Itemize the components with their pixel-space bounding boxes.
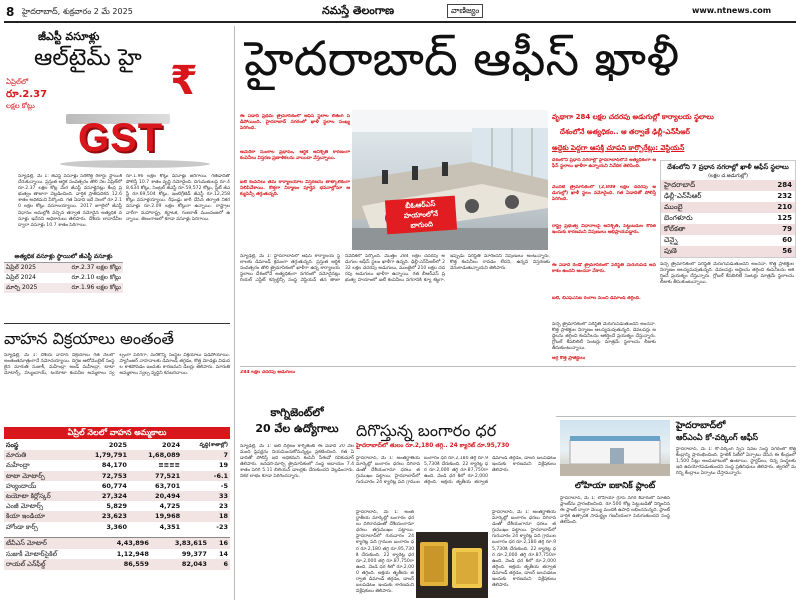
cell: 3,83,615 [174, 539, 207, 547]
brand-name: నమస్తే తెలంగాణ [322, 4, 395, 17]
cell: టీవీఎస్ మోటార్ [6, 539, 47, 547]
highlight-caption: 284 లక్షల చదరపు అడుగులు [240, 370, 296, 375]
vacancy-row [661, 213, 795, 224]
cell: -5 [220, 481, 228, 490]
gst-row-value: రూ.2.10 లక్షల కోట్లు [71, 274, 121, 281]
vacancy-row [661, 180, 795, 191]
cell: 19 [218, 461, 228, 470]
table-row [4, 559, 230, 570]
office-col1-point: అమెరికా సుంకాల ప్రభావం, ఆర్థిక అనిశ్చితి కారణంగా కంపెనీలు విస్తరణ ప్రణాళికలను వాయిదా వేస్తున్నాయి. [240, 150, 350, 162]
gold-body: హైదరాబాద్, మే 1: అంతర్జాతీయ మార్కెట్లో బంగారం ధరలు దిగిరావడంతో దేశీయంగానూ ధరలు తగ్గుముఖం పట్టాయి. హైదరాబాద్‌లో గురువారం 24 క్యారెట్ల పది గ్రాముల బంగారం ధర రూ.2,180 తగ్గి రూ.95,730కి చేరుకుంది. 22 క్యారెట్ల ధర రూ.2,000 తగ్గి రూ.87,750గా ఉంది. వెండి ధర కిలో రూ.2,000 తగ్గింది. అక్షయ తృతీయ తర్వాత డిమాండ్ తగ్గడం, డాలర్ బలపడటం ఇందుకు కారణమని విశ్లేషకులు తెలిపారు. [356, 456, 556, 486]
cell: 99,377 [181, 549, 207, 558]
gold-kicker: హైదరాబాద్‌లో తులం రూ.2,180 తగ్గి.. 24 క్యారెట్ రూ.95,730 [356, 443, 510, 449]
cell: 27,324 [101, 492, 127, 501]
cell: 4,725 [159, 502, 181, 511]
gst-row-month: ఏప్రిల్ 2024 [6, 274, 36, 281]
office-right-subhead: అగ్ర కొత్త ప్రాజెక్టులు [552, 356, 586, 361]
coworking-headline-1: హైదరాబాద్‌లో [676, 421, 726, 431]
vehicle-headline: వాహన విక్రయాలు అంతంతే [4, 329, 174, 348]
table-row [4, 538, 230, 549]
gst-base-shadow [60, 160, 210, 168]
gst-side-amount: రూ.2.37 [6, 89, 48, 100]
cell: 20,494 [155, 492, 181, 501]
vacancy-value: 210 [777, 203, 792, 211]
section-rule [556, 416, 796, 417]
cognizant-headline-2: 20 వేల ఉద్యోగాలు [255, 422, 339, 435]
gold-body-right: హైదరాబాద్, మే 1: అంతర్జాతీయ మార్కెట్లో బంగారం ధరలు దిగిరావడంతో దేశీయంగానూ ధరలు తగ్గుముఖం పట్టాయి. హైదరాబాద్‌లో గురువారం 24 క్యారెట్ల పది గ్రాముల బంగారం ధర రూ.2,180 తగ్గి రూ.95,730కి చేరుకుంది. 22 క్యారెట్ల ధర రూ.2,000 తగ్గి రూ.87,750గా ఉంది. వెండి ధర కిలో రూ.2,000 తగ్గింది. అక్షయ తృతీయ తర్వాత డిమాండ్ తగ్గడం, డాలర్ బలపడటం ఇందుకు కారణమని విశ్లేషకులు తెలిపారు. [492, 510, 556, 589]
vacancy-value: 60 [782, 236, 792, 244]
cell: 1,68,089 [148, 451, 181, 460]
col-header: సంస్థ [6, 441, 19, 449]
table-row [4, 450, 230, 460]
cell: 1,12,948 [116, 549, 149, 558]
plant-photo [560, 420, 670, 476]
cell: 7 [223, 451, 228, 460]
gst-headline: ఆల్‌టైమ్ హై [34, 45, 142, 71]
cognizant-story [240, 370, 354, 600]
city: చెన్నై [664, 236, 678, 244]
vehicle-table-title: ఏప్రిల్ నెలలో వాహన అమ్మకాలు [4, 427, 230, 439]
section-rule [240, 366, 796, 367]
bullet-item: రాష్ట్ర ప్రభుత్వ విధానాలపై అనిశ్చితి, పెట్టుబడుల కొరత ఇందుకు కారణమని నిపుణులు అభిప్రాయపడ్డారు. [552, 224, 656, 236]
vehicle-table-header [4, 440, 230, 450]
cell: 63,701 [155, 481, 181, 490]
city: హైదరాబాద్ [664, 181, 696, 189]
office-kicker-1: వృథాగా 284 లక్షల చదరపు అడుగుల్లో కార్యాలయ స్థలాలు [552, 113, 714, 121]
cell: మహీంద్రా [6, 461, 30, 470]
office-right-body: వచ్చే త్రైమాసికంలో పరిస్థితి మెరుగుపడుతుందని అంచనా. కొత్త ప్రాజెక్టుల నిర్మాణం ఆలస్యమవుతున్నది. డెవలపర్లు అద్దెలను తగ్గించి కంపెనీలను ఆకర్షించే ప్రయత్నం చేస్తున్నారు. గ్లోబల్ కేపబిలిటీ సెంటర్లు మాత్రమే స్థలాలను లీజుకు తీసుకుంటున్నాయి. [660, 262, 794, 286]
cell: -23 [216, 522, 228, 531]
office-bullets [552, 158, 656, 318]
vacancy-row [661, 224, 795, 235]
cognizant-body: న్యూఢిల్లీ, మే 1: ఐటీ దిగ్గజం కాగ్నిజెంట్ ఈ ఏడాది 20 వేల మంది ఫ్రెషర్లను నియమించుకోనున్నట్లు ప్రకటించింది. గత ఏడాదితో పోలిస్తే ఇది అధికమని కంపెనీ సీఈవో రవికుమార్ తెలిపారు. జనవరి-మార్చి త్రైమాసికంలో సంస్థ ఆదాయం 7.4 శాతం పెరిగి 5.11 బిలియన్ డాలర్లకు చేరుకుందని వెల్లడించారు. నికర లాభం కూడా పెరిగిందన్నారు. [240, 444, 354, 480]
table-row [4, 491, 230, 501]
cell: 82,043 [181, 560, 207, 568]
gst-story [4, 26, 230, 317]
gst-side-label [6, 78, 56, 112]
col-header: వృద్ధి(శాతాల్లో) [199, 442, 228, 448]
office-main-body: న్యూఢిల్లీ, మే 1: హైదరాబాద్‌లో ఆఫీస్ కార్యాలయ స్థలాలకు డిమాండ్ క్రమంగా తగ్గుతున్నది. ప్రస్తుత ఆర్థిక సంవత్సరం తొలి త్రైమాసికంలో ఖాళీగా ఉన్న కార్యాలయ స్థలాలు దేశంలోనే అత్యధికంగా నగరంలో నమోదైనట్లు రియల్ ఎస్టేట్ కన్సల్టెన్సీ సంస్థ వెస్టియన్ తన తాజా నివేదికలో పేర్కొంది. మొత్తం 284 లక్షల చదరపు అడుగుల ఆఫీస్ స్థలం ఖాళీగా ఉన్నది. ఢిల్లీ-ఎన్‌సీఆర్‌లో 232 లక్షల చదరపు అడుగులు, ముంబైలో 210 లక్షల చదరపు అడుగులు ఖాళీగా ఉన్నాయి. గత బీఆర్‌ఎస్ ప్రభుత్వ హయాంలో ఐటీ కంపెనీలు నగరానికి క్యూ కట్టగా, ఇప్పుడు పరిస్థితి మారిందని నిపుణులు అంటున్నారు. కొత్త కంపెనీలు రావడం లేదని, ఉన్నవి విస్తరణకు వెనుకాడుతున్నాయని తెలిపారు. [240, 254, 550, 284]
cell: 86,559 [123, 560, 149, 568]
vacancy-row [661, 235, 795, 246]
cell: 77,521 [155, 471, 181, 480]
photo-tag-line: హయాంలోనే [403, 209, 439, 221]
dateline: హైదరాబాద్, శుక్రవారం 2 మే 2025 [22, 7, 133, 16]
gst-row-value: రూ.2.37 లక్షల కోట్లు [71, 264, 121, 271]
coworking-story [676, 420, 796, 600]
cell: 14 [218, 549, 228, 558]
cell: మారుతి [6, 451, 27, 460]
gst-table-title: అత్యధిక వసూళ్లు స్థాయిలో జీఎస్టీ వసూళ్లు [4, 253, 123, 263]
gst-row-value: రూ.1.96 లక్షల కోట్లు [71, 284, 121, 291]
office-photo [352, 110, 548, 250]
bullet-item: ఐటీ, బీఎఫ్‌ఎస్‌ఐ రంగాల నుంచి డిమాండ్ తగ్గింది. [552, 296, 641, 301]
coworking-headline-2: ఆర్‌ఎంఏ కో-వర్కింగ్ ఆఫీస్ [676, 433, 759, 442]
gst-table [4, 253, 123, 293]
vehicle-story [4, 323, 230, 601]
page-number: 8 [6, 5, 15, 19]
city: పుణె [664, 247, 677, 255]
gold-story [356, 420, 556, 600]
lohia-body: హైదరాబాద్, మే 1: లోహియా గ్రూప్ నగర శివారులో నూతన ప్లాంట్‌ను ప్రారంభించింది. రూ.500 కోట్ల పెట్టుబడితో నిర్మించిన ఈ ప్లాంట్ ద్వారా వెయ్యి మందికి ఉపాధి లభించనున్నది. ప్లాంట్ వార్షిక ఉత్పాదక సామర్థ్యం గణనీయంగా పెరుగుతుందని సంస్థ తెలిపింది. [560, 496, 670, 526]
factory-illustration [560, 420, 670, 476]
lohia-headline: లోహియా ఐకానిక్ ప్లాంట్ [574, 481, 656, 491]
column-divider [234, 26, 235, 600]
vacancy-value: 125 [777, 214, 792, 222]
cell: టాటా మోటార్స్ [6, 471, 45, 480]
cell: 23 [218, 502, 228, 511]
city: కోల్‌కతా [664, 225, 686, 233]
two-wheeler-table [4, 537, 230, 570]
gst-side-unit: లక్షల కోట్లు [6, 102, 35, 110]
coworking-body: హైదరాబాద్, మే 1: కో-వర్కింగ్ స్పేస్ సేవల సంస్థ నగరంలో కొత్త కేంద్రాన్ని ప్రారంభించింది. హైటెక్ సిటీలో ఏర్పాటు చేసిన ఈ కేంద్రంలో 1,500 సీట్లు అందుబాటులో ఉంటాయి. స్టార్టప్‌లు, చిన్న సంస్థలకు ఇది ఉపయోగపడుతుందని సంస్థ ప్రతినిధులు తెలిపారు. త్వరలో మరిన్ని కేంద్రాలు ఏర్పాటు చేస్తామన్నారు. [676, 447, 796, 477]
office-headline: హైదరాబాద్ ఆఫీస్ ఖాళీ [244, 31, 680, 87]
office-continued: వచ్చే త్రైమాసికంలో పరిస్థితి మెరుగుపడుతుందని అంచనా. కొత్త ప్రాజెక్టుల నిర్మాణం ఆలస్యమవుతున్నది. డెవలపర్లు అద్దెలను తగ్గించి కంపెనీలను ఆకర్షించే ప్రయత్నం చేస్తున్నారు. గ్లోబల్ కేపబిలిటీ సెంటర్లు మాత్రమే స్థలాలను లీజుకు తీసుకుంటున్నాయి. [552, 322, 656, 352]
vacancy-row [661, 191, 795, 202]
office-kicker-3: అద్దెకు పెద్దగా ఆసక్తి చూపని కార్పొరేట్లు: వెస్టియన్ [552, 144, 685, 152]
office-kicker-2: దేశంలోనే అత్యధికం.. ఆ తర్వాతే ఢిల్లీ-ఎన్‌సీఆర్ [560, 128, 690, 136]
cell: కియా ఇండియా [6, 512, 45, 521]
vacancy-row [661, 246, 795, 257]
cell: 4,351 [159, 522, 181, 531]
section-rule [4, 323, 230, 324]
cell: 60,774 [101, 481, 127, 490]
cell: 6 [223, 560, 228, 568]
vacancy-value: 56 [782, 247, 792, 255]
cell: ఎంజీ మోటార్స్ [6, 502, 44, 511]
col-header: 2025 [108, 441, 127, 449]
vacancy-value: 232 [777, 192, 792, 200]
site-url: www.ntnews.com [692, 6, 772, 15]
gst-row-month: మార్చి 2025 [6, 284, 38, 291]
gst-logo: GST [78, 116, 164, 160]
photo-tag-line: బీఓఆర్‌ఎస్ [404, 199, 436, 211]
vacancy-value: 79 [782, 225, 792, 233]
vehicle-table [4, 440, 230, 532]
cognizant-headline-1: కాగ్నిజెంట్‌లో [270, 406, 324, 419]
office-col1-lead: ఈ ఏడాది ప్రథమ త్రైమాసికంలో ఆఫీస్ స్థలాల లీజింగ్ పడిపోయింది. హైదరాబాద్ నగరంలో ఖాళీ స్థలాల సంఖ్య పెరిగింది. [240, 114, 350, 132]
bullet-item: ఈ ఏడాది రెండో త్రైమాసికంలో పరిస్థితి మెరుగుపడే అవకాశం ఉందని అంచనా వేశారు. [552, 263, 656, 275]
gst-side-month: ఏప్రిల్‌లో [6, 78, 29, 86]
cell: 1,79,791 [94, 451, 127, 460]
gst-graphic [60, 58, 210, 168]
gst-kicker: జీఎస్టీ వసూళ్లు [38, 30, 100, 43]
gold-bar-icon [416, 532, 488, 598]
col-header: 2024 [162, 441, 181, 449]
cell: 84,170 [101, 461, 127, 470]
cell: హ్యుందాయ్ [6, 481, 37, 490]
gst-body-right: రూ.1.96 లక్షల కోట్లు వసూళ్లు జరిగాయి. గతేడాదితో పోలిస్తే 10.7 శాతం వృద్ధి నమోదైంది. దిగుమతులపై రూ.48,634 కోట్లు, సెంట్రల్ జీఎస్టీ రూ.59,572 కోట్లు, స్టేట్ జీఎస్టీ రూ.69,504 కోట్లు, ఇంటిగ్రేటెడ్ జీఎస్టీ రూ.12,258 కోట్లు వసూళ్లయ్యాయి. రీఫండ్లు జారీ చేసిన తర్వాత నికర వసూళ్లు రూ.2.09 లక్షల కోట్లుగా ఉన్నాయి. రాష్ట్రాల వారీగా మహారాష్ట్ర, కర్ణాటక, గుజరాత్ ముందంజలో ఉన్నాయి. తెలంగాణలో కూడా వసూళ్లు పెరిగాయి. [126, 174, 230, 222]
cell: రాయల్ ఎన్‌ఫీల్డ్ [6, 560, 46, 568]
cell: 16 [218, 539, 228, 547]
cell: 19,968 [155, 512, 181, 521]
table-row [4, 460, 230, 470]
vacancy-table [660, 160, 796, 258]
gst-row [4, 273, 123, 283]
table-row [4, 511, 230, 521]
gst-row [4, 263, 123, 273]
office-col1 [240, 114, 350, 250]
cell: 18 [218, 512, 228, 521]
table-row [4, 522, 230, 532]
cell: 3,360 [106, 522, 127, 531]
cell: 5,829 [106, 502, 127, 511]
city: ముంబై [664, 203, 683, 211]
gst-body-left: న్యూఢిల్లీ, మే 1: జీఎస్టీ వసూళ్లు సరికొత్త రికార్డు స్థాయికి చేరుకున్నాయి. ప్రస్తుత ఆర్థిక సంవత్సరం తొలి నెల ఏప్రిల్‌లో రూ.2.37 లక్షల కోట్ల మేర జీఎస్టీ వసూళ్లైనట్లు కేంద్ర ప్రభుత్వం తాజాగా వెల్లడించింది. వార్షిక ప్రాతిపదికన 12.6 శాతం అధికమని పేర్కొంది. గత ఏడాది ఇదే నెలలో రూ.2.10 లక్షల కోట్లు వసూలయ్యాయి. 2017 జూలైలో జీఎస్టీ విధానం అమల్లోకి వచ్చిన తర్వాత నమోదైన అత్యధిక వసూళ్లు ఇవేనని అధికారులు తెలిపారు. దేశీయ లావాదేవీల ద్వారా వసూళ్లు 10.7 శాతం పెరిగాయి. [18, 174, 122, 228]
vacancy-subtitle: (లక్షల చ.అడుగుల్లో) [708, 173, 748, 179]
section-badge: వాణిజ్యం [447, 4, 483, 18]
lohia-story [560, 420, 670, 600]
gold-body-left: హైదరాబాద్, మే 1: అంతర్జాతీయ మార్కెట్లో బంగారం ధరలు దిగిరావడంతో దేశీయంగానూ ధరలు తగ్గుముఖం పట్టాయి. హైదరాబాద్‌లో గురువారం 24 క్యారెట్ల పది గ్రాముల బంగారం ధర రూ.2,180 తగ్గి రూ.95,730కి చేరుకుంది. 22 క్యారెట్ల ధర రూ.2,000 తగ్గి రూ.87,750గా ఉంది. వెండి ధర కిలో రూ.2,000 తగ్గింది. అక్షయ తృతీయ తర్వాత డిమాండ్ తగ్గడం, డాలర్ బలపడటం ఇందుకు కారణమని విశ్లేషకులు తెలిపారు. [356, 510, 414, 595]
cell: 4,43,896 [116, 539, 149, 547]
cell: హోండా కార్స్ [6, 522, 38, 531]
photo-caption-badge [385, 196, 457, 235]
table-row [4, 549, 230, 560]
office-col1-point: ఐటీ కంపెనీలు తమ కార్యాలయాల విస్తరణను తాత్కాలికంగా నిలిపివేశాయి. కొత్తగా నిర్మాణం పూర్తైన భవనాల్లోనూ ఆక్యుపెన్సీ తగ్గుతున్నది. [240, 180, 350, 198]
cell: 33 [218, 492, 228, 501]
cell: 72,753 [101, 471, 127, 480]
vacancy-value: 284 [777, 181, 792, 189]
gst-row [4, 283, 123, 293]
table-row [4, 501, 230, 511]
cell: సుజుకీ మోటార్‌సైకిల్ [6, 549, 58, 558]
table-row [4, 471, 230, 481]
vacancy-title: దేశంలోని 7 ప్రధాన నగరాల్లో ఖాళీ ఆఫీస్ స్థలాలు [667, 163, 789, 171]
vehicle-body: న్యూఢిల్లీ, మే 1: దేశీయ వాహన విక్రయాలు గత నెలలో అంతంతమాత్రంగానే నమోదయ్యాయి. దిగ్గజ ఆటోమొబైల్ సంస్థలైన మారుతి సుజుకీ, మహీంద్రా అండ్ మహీంద్రా, టాటా మోటార్స్, హ్యుందాయ్, టయోటా కంపెనీల అమ్మకాలు స్వల్పంగా పెరగగా, మరికొన్ని సంస్థల విక్రయాలు పడిపోయాయి. ప్యాసింజర్ వాహనాలకు డిమాండ్ తగ్గడం, కొత్త మోడళ్లు విడుదల కాకపోవడం ఇందుకు కారణమని డీలర్లు తెలిపారు. మారుతి అమ్మకాలు స్వల్ప వృద్ధిని కనబరిచాయి. [4, 353, 230, 377]
city: ఢిల్లీ-ఎన్‌సీఆర్ [664, 192, 702, 200]
cell: ≡≡≡≡ [158, 461, 181, 470]
city: బెంగళూరు [664, 214, 693, 222]
masthead-rule [4, 21, 796, 23]
cell: 23,623 [101, 512, 127, 521]
bullet-item: మొదటి త్రైమాసికంలో (2,809 లక్షల చదరపు అడుగుల్లో) ఖాళీ స్థలం నమోదైంది. గత ఏడాదితో పోలిస్తే పెరిగింది. [552, 185, 656, 203]
rupee-icon: ₹ [170, 58, 198, 104]
cell: టయోటా కిర్లోస్కర్ [6, 492, 51, 501]
masthead [0, 0, 800, 26]
gst-row-month: ఏప్రిల్ 2025 [6, 264, 36, 271]
table-row [4, 481, 230, 491]
cell: -6.1 [213, 471, 228, 480]
vacancy-row [661, 202, 795, 213]
gold-bars-image [416, 532, 488, 598]
photo-tag-line: బాగుంది [410, 220, 434, 230]
bullet-item: దేశంలోని ప్రధాన నగరాల్లో హైదరాబాద్‌లోనే అత్యధికంగా ఆఫీస్ స్థలాలు ఖాళీగా ఉన్నాయని నివేదిక తెలిపింది. [552, 158, 656, 170]
gold-headline: దిగొస్తున్న బంగారం ధర [356, 421, 497, 440]
